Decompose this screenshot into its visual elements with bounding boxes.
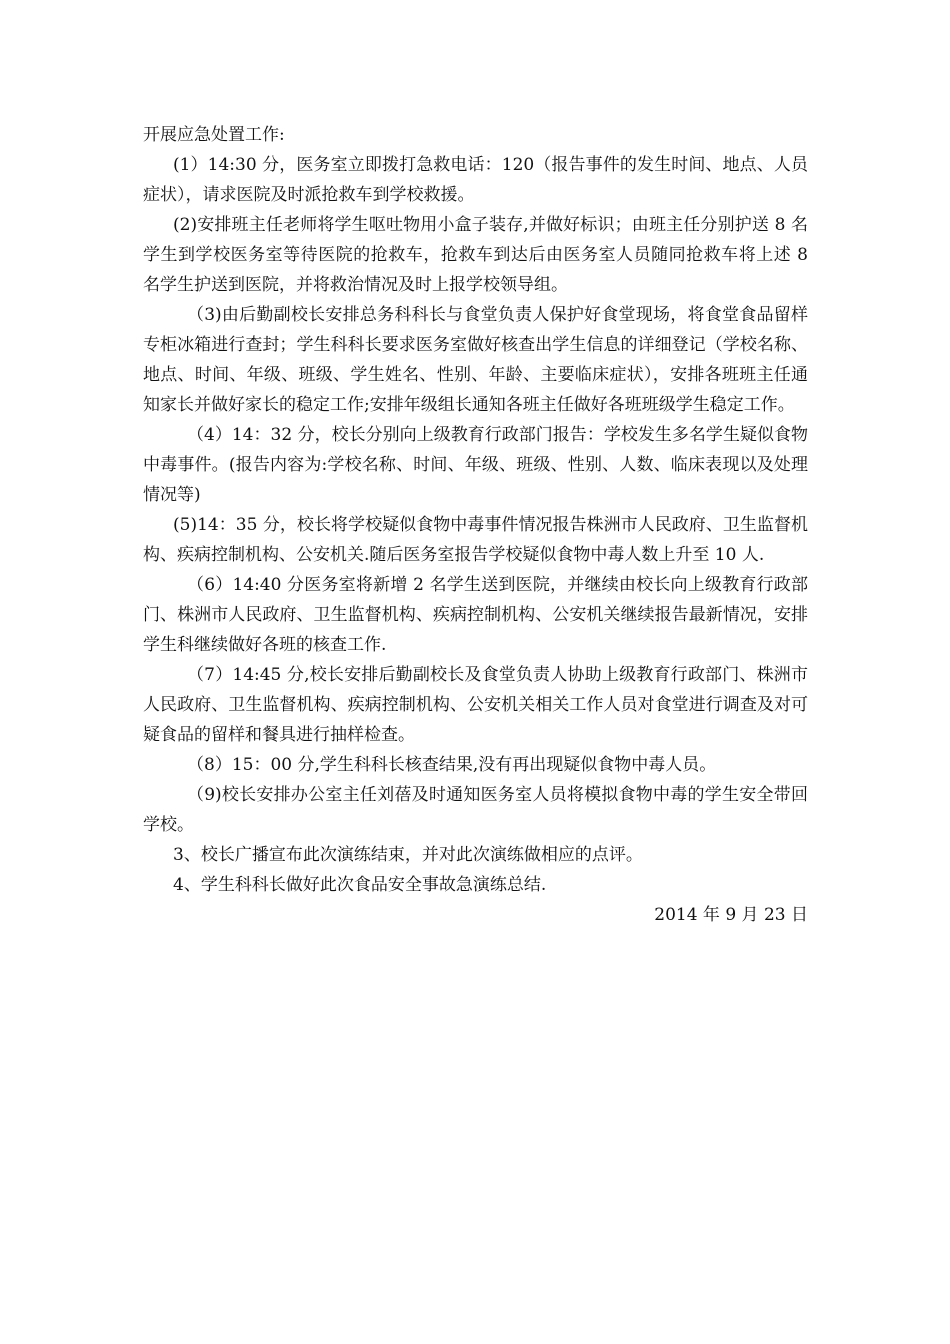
paragraph-step-7: （7）14:45 分,校长安排后勤副校长及食堂负责人协助上级教育行政部门、株洲市人民政府、卫生监督机构、疾病控制机构、公安机关相关工作人员对食堂进行调查及对可疑食品的留样和餐具进行抽样检查。 [143,665,808,745]
paragraph-step-2: (2)安排班主任老师将学生呕吐物用小盒子装存,并做好标识；由班主任分别护送 8 名学生到学校医务室等待医院的抢救车，抢救车到达后由医务室人员随同抢救车将上述 8 名学生护送到医院，并将救治情况及时上报学校领导组。 [143,215,808,295]
paragraph-item-4: 4、学生科科长做好此次食品安全事故急演练总结. [173,875,547,895]
paragraph-step-9: （9)校长安排办公室主任刘蓓及时通知医务室人员将模拟食物中毒的学生安全带回学校。 [143,785,808,835]
paragraph-step-1: (1）14:30 分，医务室立即拨打急救电话：120（报告事件的发生时间、地点、人员症状），请求医院及时派抢救车到学校救援。 [143,155,808,205]
paragraph-item-3: 3、校长广播宣布此次演练结束，并对此次演练做相应的点评。 [173,845,643,865]
document-body [143,120,808,930]
paragraph-step-4: （4）14：32 分，校长分别向上级教育行政部门报告：学校发生多名学生疑似食物中毒事件。(报告内容为:学校名称、时间、年级、班级、性别、人数、临床表现以及处理情况等) [143,425,808,505]
paragraph-step-6: （6）14:40 分医务室将新增 2 名学生送到医院，并继续由校长向上级教育行政部门、株洲市人民政府、卫生监督机构、疾病控制机构、公安机关继续报告最新情况，安排学生科继续做好各班的核查工作. [143,575,808,655]
paragraph-step-8: （8）15：00 分,学生科科长核查结果,没有再出现疑似食物中毒人员。 [187,755,717,775]
paragraph-step-5: (5)14：35 分，校长将学校疑似食物中毒事件情况报告株洲市人民政府、卫生监督机构、疾病控制机构、公安机关.随后医务室报告学校疑似食物中毒人数上升至 10 人. [143,515,808,565]
paragraph-step-3: （3)由后勤副校长安排总务科科长与食堂负责人保护好食堂现场，将食堂食品留样专柜冰箱进行查封；学生科科长要求医务室做好核查出学生信息的详细登记（学校名称、地点、时间、年级、班级、学生姓名、性别、年龄、主要临床症状），安排各班班主任通知家长并做好家长的稳定工作;安排年级组长通知各班主任做好各班班级学生稳定工作。 [143,305,808,415]
signature-date: 2014 年 9 月 23 日 [654,905,808,925]
paragraph-intro: 开展应急处置工作: [143,125,285,145]
